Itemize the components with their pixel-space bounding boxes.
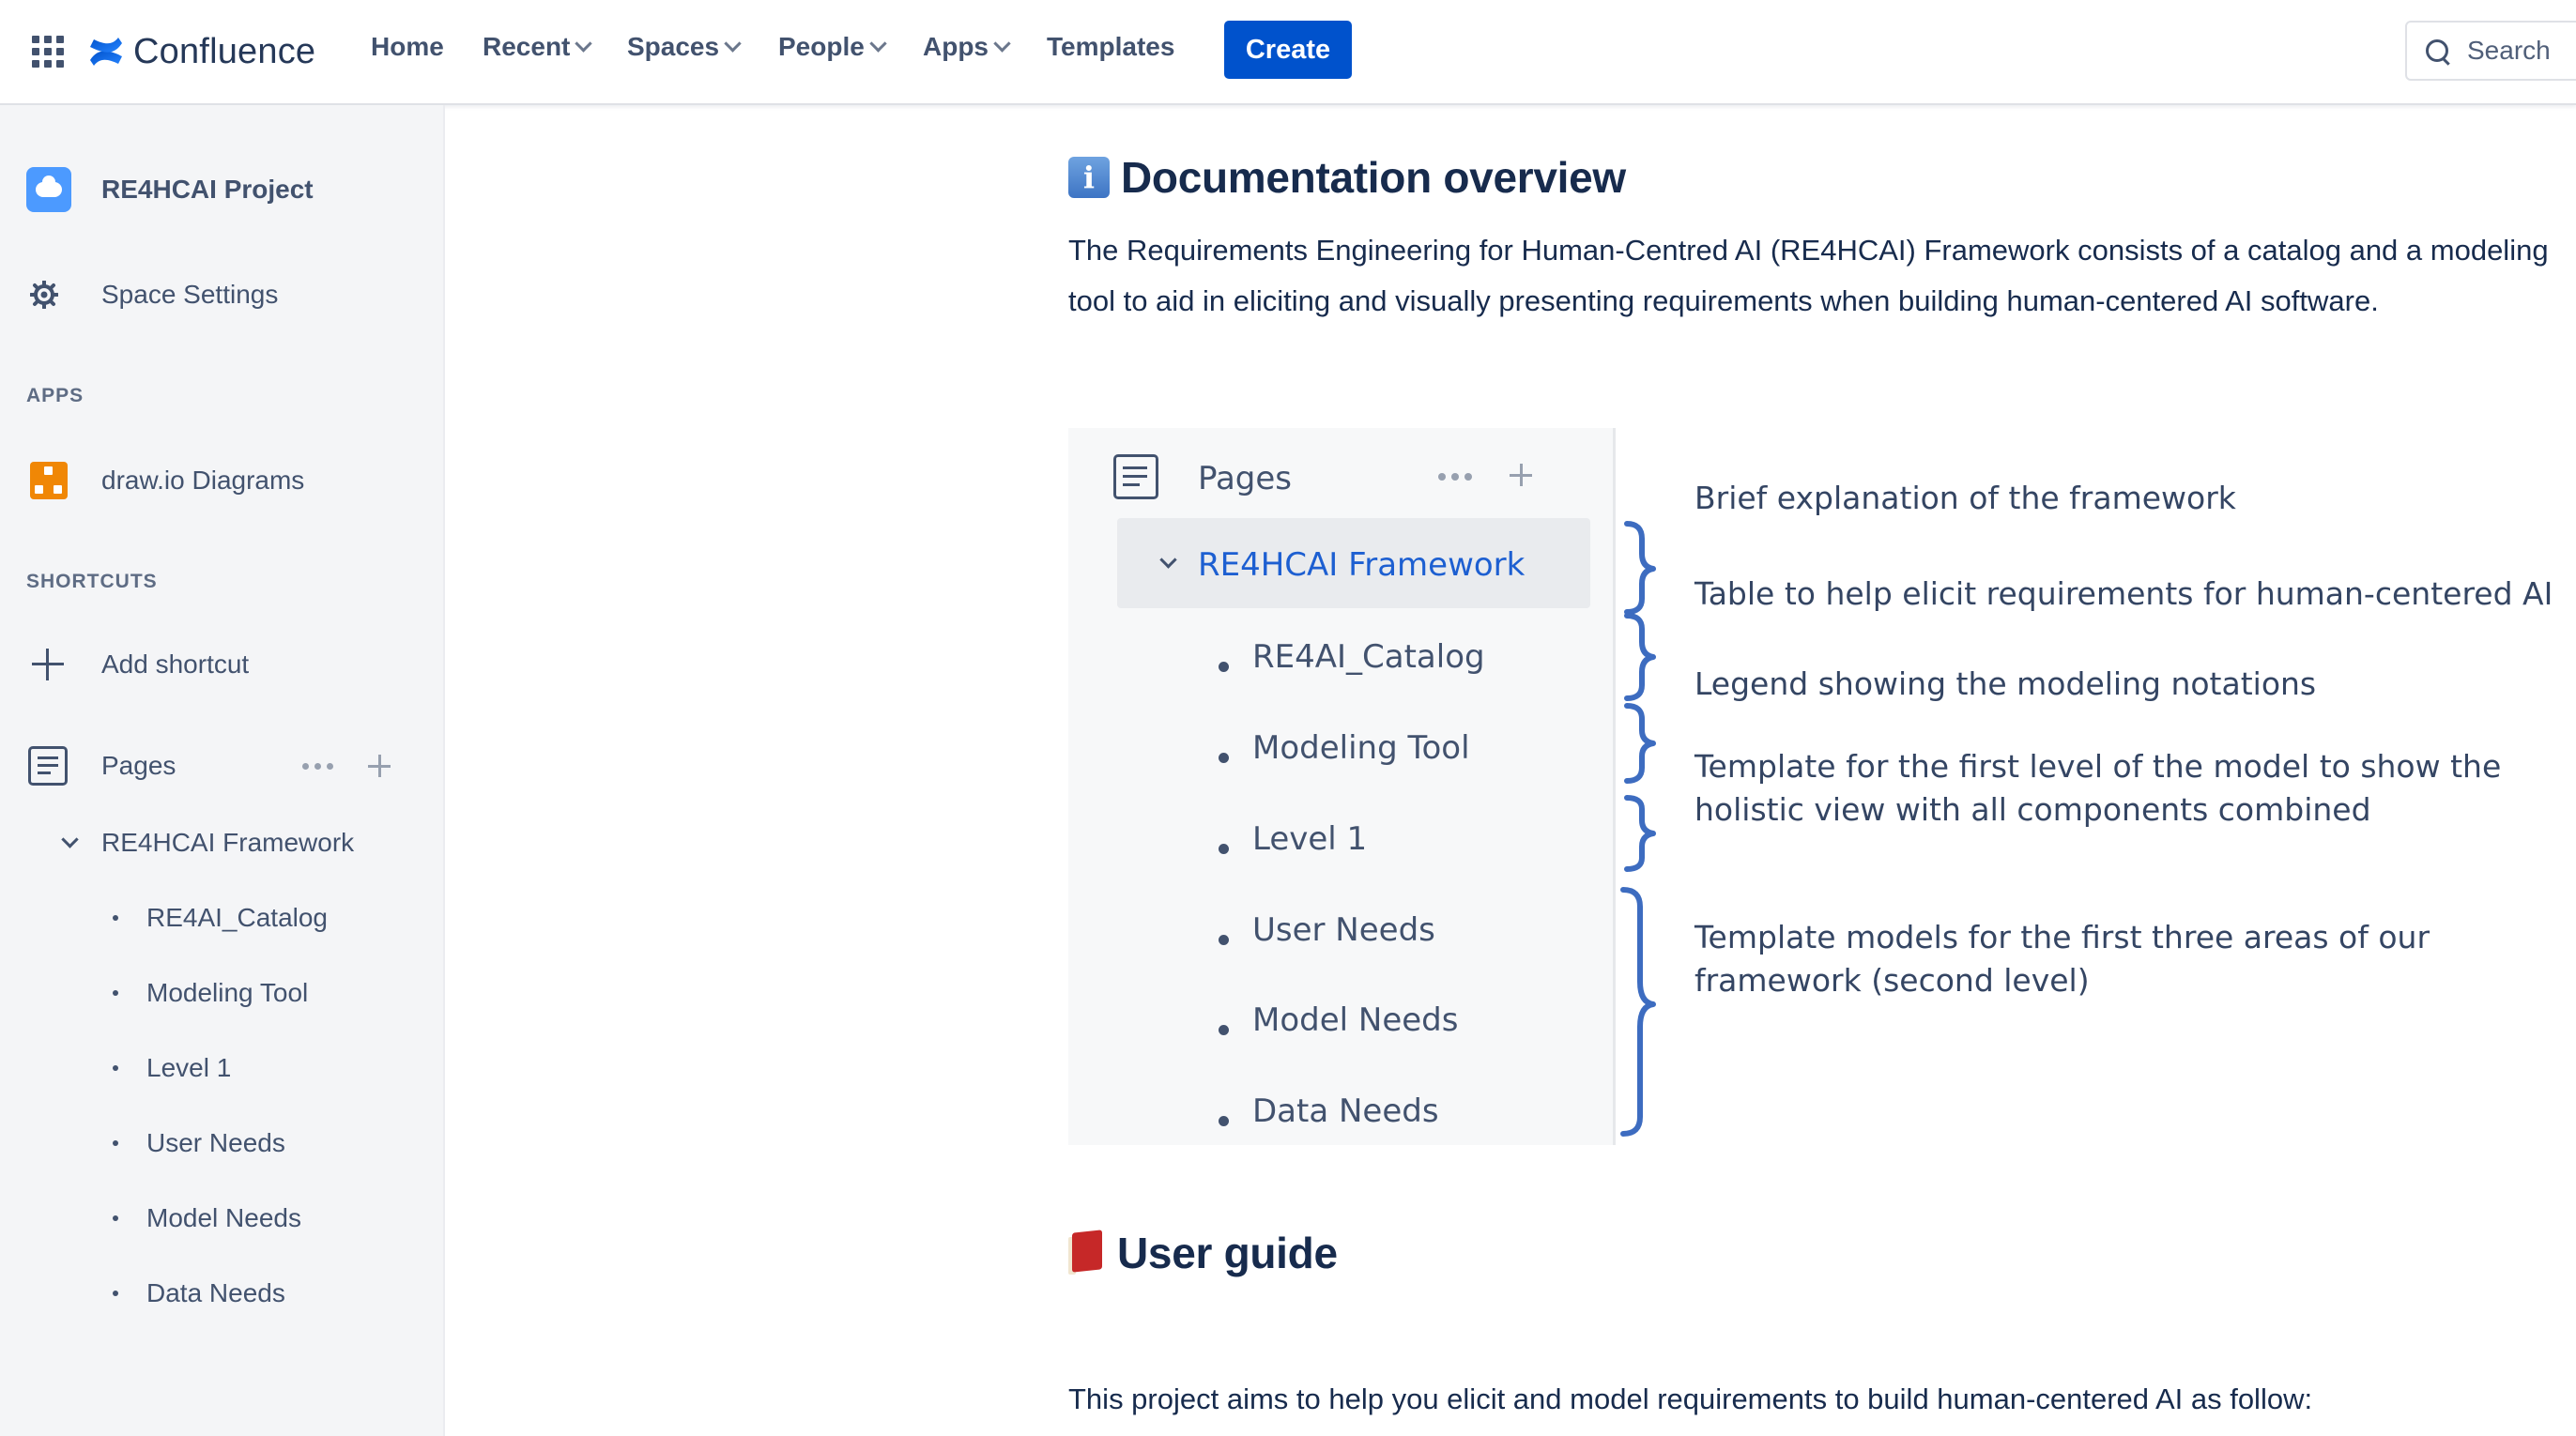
space-name: RE4HCAI Project (101, 175, 314, 204)
space-avatar-cloud-icon (26, 167, 71, 212)
gear-icon (30, 281, 58, 309)
sidebar (0, 105, 445, 1436)
bullet (1219, 1025, 1229, 1035)
brace-shapes (1616, 428, 1691, 1145)
annotation-1 (1694, 477, 2236, 520)
brace-2 (1627, 616, 1653, 698)
sidebar-item-drawio[interactable] (0, 452, 443, 509)
tree-item[interactable] (0, 1115, 443, 1171)
tree-item-root-label: RE4HCAI Framework (101, 828, 355, 857)
figure-tree-item: Modeling Tool (1252, 729, 1470, 767)
bullet (1219, 753, 1229, 763)
book-emoji-icon (1068, 1231, 1106, 1275)
nav-home-label: Home (371, 32, 444, 61)
plus-icon (1510, 464, 1536, 490)
add-shortcut-label: Add shortcut (101, 649, 250, 679)
chevron-down-icon (993, 35, 1010, 52)
shortcuts-heading: SHORTCUTS (26, 571, 158, 592)
space-header[interactable] (0, 161, 443, 218)
bullet (113, 1140, 118, 1146)
pages-icon (1113, 454, 1158, 499)
bullet (113, 1065, 118, 1071)
annotation-4 (1694, 745, 2501, 832)
nav-apps[interactable] (923, 32, 1008, 62)
section-title: Documentation overview (1121, 153, 1626, 202)
confluence-logo-text: Confluence (133, 31, 316, 71)
tree-item[interactable] (0, 890, 443, 946)
add-page-plus-icon[interactable] (368, 755, 391, 777)
figure-tree-item: Level 1 (1252, 820, 1368, 858)
nav-apps-label: Apps (923, 32, 989, 61)
section-heading-user-guide (1068, 1228, 1338, 1278)
bullet (113, 915, 118, 921)
brace-1 (1627, 524, 1653, 612)
section-paragraph: The Requirements Engineering for Human-Centred AI (RE4HCAI) Framework consists of a catalog and a modeling tool to aid in eliciting and visually presenting requirements when building human-centered AI software. (1068, 234, 2549, 317)
tree-item[interactable] (0, 1265, 443, 1321)
space-settings-link[interactable] (0, 267, 443, 323)
nav-spaces-label: Spaces (627, 32, 720, 61)
nav-recent-label: Recent (483, 32, 571, 61)
brace-4 (1627, 798, 1653, 869)
add-shortcut-button[interactable] (0, 636, 443, 693)
top-navigation (0, 0, 2576, 105)
figure-page-tree (1068, 428, 1616, 1145)
figure-tree-item: RE4AI_Catalog (1252, 638, 1485, 676)
tree-item-label: RE4AI_Catalog (146, 903, 329, 932)
search-icon (2426, 39, 2448, 62)
info-emoji-icon: i (1068, 157, 1110, 198)
chevron-down-icon[interactable] (61, 831, 78, 848)
nav-people[interactable] (778, 32, 884, 62)
nav-people-label: People (778, 32, 865, 61)
figure-pages-label: Pages (1198, 460, 1293, 497)
nav-home[interactable] (371, 32, 444, 62)
annotation-line: Template for the first level of the model to show the (1694, 748, 2502, 785)
create-button[interactable]: Create (1224, 21, 1352, 79)
nav-templates[interactable] (1047, 32, 1174, 62)
nav-spaces[interactable] (627, 32, 739, 62)
sidebar-pages-label: Pages (101, 751, 176, 780)
tree-item-label: Modeling Tool (146, 978, 309, 1007)
bullet (1219, 1116, 1229, 1126)
bullet (1219, 662, 1229, 672)
search-input[interactable] (2405, 21, 2576, 81)
annotation-2 (1694, 573, 2553, 616)
brace-3 (1627, 706, 1653, 781)
chevron-down-icon (724, 35, 741, 52)
tree-item[interactable] (0, 1040, 443, 1096)
annotation-line: framework (second level) (1694, 962, 2090, 999)
tree-item-label: Level 1 (146, 1053, 232, 1082)
space-settings-label: Space Settings (101, 280, 279, 309)
section-title: User guide (1117, 1229, 1338, 1277)
section-paragraph: This project aims to help you elicit and model requirements to build human-centered AI as follow: (1068, 1383, 2313, 1415)
bullet (1219, 935, 1229, 945)
figure-tree-root: RE4HCAI Framework (1198, 546, 1526, 584)
app-switcher-grid-icon[interactable] (32, 36, 64, 68)
plus-icon (32, 649, 64, 680)
more-dots-icon (1438, 473, 1472, 481)
search-placeholder: Search (2467, 36, 2551, 65)
annotation-line: Legend showing the modeling notations (1694, 665, 2317, 702)
tree-item[interactable] (0, 1190, 443, 1246)
nav-recent[interactable] (483, 32, 590, 62)
bullet (113, 990, 118, 996)
documentation-figure (1068, 428, 2570, 1145)
tree-item-root[interactable] (0, 815, 443, 871)
annotation-line: Table to help elicit requirements for human-centered AI (1694, 575, 2553, 612)
annotation-5 (1694, 916, 2430, 1002)
figure-tree-item: Data Needs (1252, 1092, 1439, 1130)
figure-annotations (1616, 428, 2570, 1145)
tree-item-label: User Needs (146, 1128, 285, 1157)
tree-item-label: Model Needs (146, 1203, 301, 1232)
nav-templates-label: Templates (1047, 32, 1175, 61)
section-heading-documentation (1068, 152, 1626, 203)
annotation-line: Brief explanation of the framework (1694, 480, 2236, 516)
tree-item-label: Data Needs (146, 1278, 285, 1307)
apps-heading: APPS (26, 385, 84, 406)
confluence-logo[interactable] (88, 28, 315, 75)
figure-tree-item: User Needs (1252, 911, 1435, 949)
bullet (113, 1215, 118, 1221)
annotation-line: holistic view with all components combined (1694, 791, 2371, 828)
brace-5 (1623, 890, 1653, 1134)
pages-icon (28, 746, 68, 786)
chevron-down-icon (575, 35, 592, 52)
bullet (113, 1291, 118, 1296)
annotation-line: Template models for the first three areas of our (1694, 919, 2430, 955)
figure-tree-item: Model Needs (1252, 1001, 1459, 1039)
sidebar-item-drawio-label: draw.io Diagrams (101, 466, 305, 495)
drawio-icon (30, 462, 68, 499)
annotation-3 (1694, 663, 2316, 706)
page-content (445, 105, 2576, 1436)
tree-item[interactable] (0, 965, 443, 1021)
more-dots-icon[interactable] (302, 763, 333, 770)
sidebar-pages[interactable] (0, 738, 443, 794)
chevron-down-icon (869, 35, 886, 52)
confluence-logo-icon (88, 36, 124, 68)
bullet (1219, 844, 1229, 854)
